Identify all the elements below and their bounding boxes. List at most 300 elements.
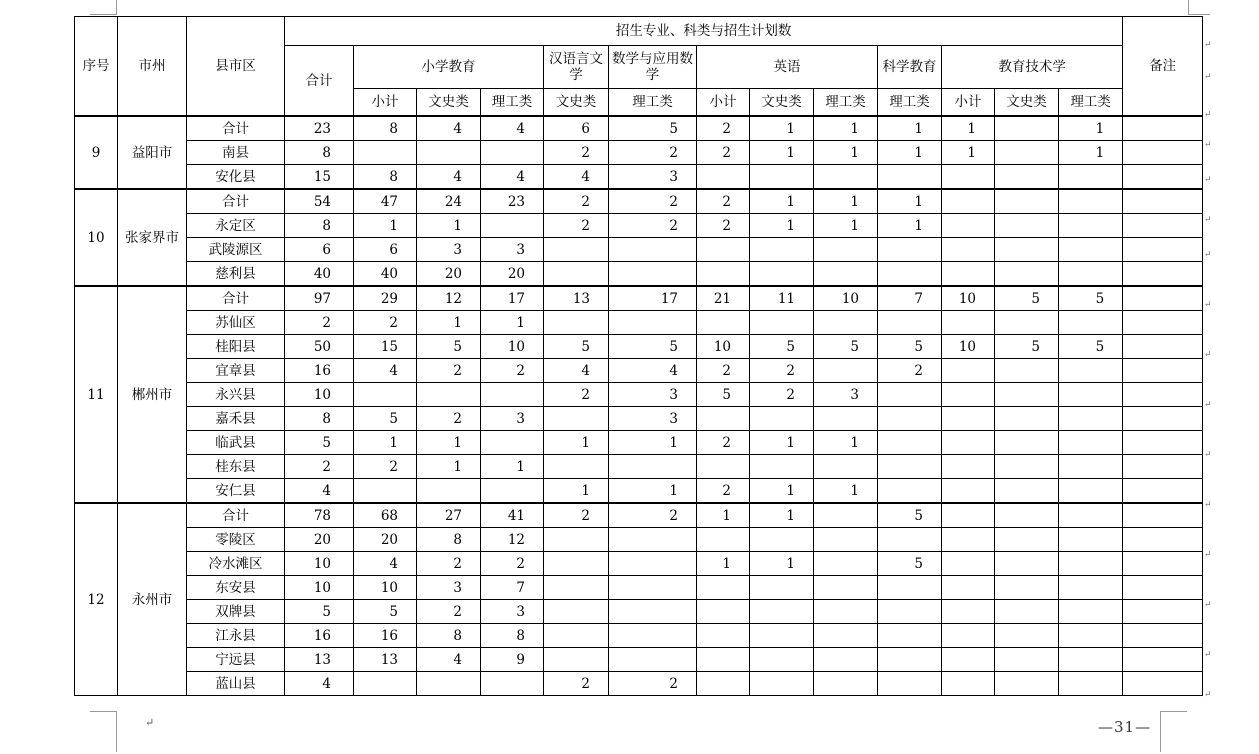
value-cell [609,528,697,552]
value-cell [750,672,814,696]
value-cell [942,528,995,552]
value-cell: 2 [417,359,481,383]
value-cell: 3 [417,238,481,262]
value-cell [995,407,1059,431]
header-city: 市州 [118,17,187,117]
value-cell [481,672,544,696]
value-cell [942,672,995,696]
value-cell: 47 [354,189,417,214]
value-cell [814,672,878,696]
header-note: 备注 [1123,17,1203,117]
value-cell: 2 [285,311,354,335]
note-cell [1123,552,1203,576]
value-cell: 17 [481,286,544,311]
crop-mark-bottom-right [1160,711,1187,752]
value-cell [878,262,942,287]
value-cell [544,528,609,552]
value-cell [544,600,609,624]
value-cell [995,359,1059,383]
note-cell [1123,431,1203,455]
value-cell: 10 [814,286,878,311]
county-cell: 慈利县 [187,262,285,287]
value-cell [750,165,814,190]
value-cell [942,311,995,335]
table-row [75,648,1203,672]
seq-cell: 12 [75,503,118,696]
value-cell: 2 [285,455,354,479]
value-cell [1059,600,1123,624]
county-cell: 嘉禾县 [187,407,285,431]
value-cell: 3 [609,165,697,190]
value-cell: 1 [878,214,942,238]
seq-cell: 9 [75,116,118,189]
note-cell [1123,455,1203,479]
value-cell [544,238,609,262]
value-cell [995,576,1059,600]
value-cell [942,624,995,648]
value-cell [354,383,417,407]
value-cell: 2 [609,503,697,528]
value-cell: 4 [481,116,544,141]
value-cell [697,238,750,262]
value-cell [814,600,878,624]
value-cell: 2 [750,359,814,383]
value-cell: 10 [354,576,417,600]
value-cell [750,407,814,431]
value-cell: 7 [481,576,544,600]
value-cell: 2 [878,359,942,383]
value-cell: 2 [609,141,697,165]
value-cell: 3 [481,238,544,262]
note-cell [1123,528,1203,552]
table-row [75,407,1203,431]
city-cell: 张家界市 [118,189,187,286]
value-cell: 1 [481,311,544,335]
value-cell: 4 [285,672,354,696]
value-cell [878,672,942,696]
value-cell [1059,262,1123,287]
value-cell: 20 [417,262,481,287]
value-cell: 1 [609,479,697,504]
value-cell: 5 [285,431,354,455]
header-edtech-sci: 理工类 [1059,89,1123,117]
value-cell [1059,503,1123,528]
header-primary-subtotal: 小计 [354,89,417,117]
paragraph-mark: ↵ [1204,550,1212,560]
header-total: 合计 [285,46,354,117]
value-cell: 1 [814,189,878,214]
value-cell: 1 [544,479,609,504]
value-cell: 41 [481,503,544,528]
note-cell [1123,600,1203,624]
value-cell: 9 [481,648,544,672]
value-cell: 1 [750,116,814,141]
value-cell: 5 [814,335,878,359]
note-cell [1123,479,1203,504]
value-cell: 23 [285,116,354,141]
county-cell: 武陵源区 [187,238,285,262]
value-cell: 2 [697,214,750,238]
county-cell: 宜章县 [187,359,285,383]
value-cell: 3 [814,383,878,407]
value-cell [942,214,995,238]
value-cell [995,165,1059,190]
header-science-sci: 理工类 [878,89,942,117]
value-cell [1059,189,1123,214]
value-cell: 2 [354,455,417,479]
value-cell [1059,455,1123,479]
value-cell [995,238,1059,262]
header-chinese-arts: 文史类 [544,89,609,117]
paragraph-mark: ↵ [1204,140,1212,150]
header-primary: 小学教育 [354,46,544,89]
value-cell [609,552,697,576]
seq-cell: 10 [75,189,118,286]
value-cell [942,238,995,262]
value-cell [354,479,417,504]
value-cell [878,165,942,190]
value-cell: 1 [814,431,878,455]
value-cell: 5 [878,552,942,576]
header-primary-sci: 理工类 [481,89,544,117]
paragraph-mark: ↵ [1204,175,1212,185]
value-cell: 20 [285,528,354,552]
value-cell [995,479,1059,504]
header-edtech-subtotal: 小计 [942,89,995,117]
value-cell [995,552,1059,576]
table-body [75,116,1203,696]
value-cell [609,576,697,600]
value-cell: 68 [354,503,417,528]
value-cell [942,552,995,576]
paragraph-mark: ↵ [1204,600,1212,610]
paragraph-mark: ↵ [145,716,155,729]
value-cell [544,576,609,600]
value-cell [697,262,750,287]
value-cell: 1 [942,116,995,141]
value-cell [1059,672,1123,696]
value-cell: 4 [285,479,354,504]
value-cell [942,479,995,504]
value-cell [544,311,609,335]
paragraph-mark: ↵ [1204,72,1212,82]
paragraph-mark: ↵ [1204,300,1212,310]
header-chinese: 汉语言文学 [544,46,609,89]
value-cell: 27 [417,503,481,528]
value-cell: 2 [697,116,750,141]
value-cell: 5 [878,503,942,528]
value-cell: 1 [878,189,942,214]
value-cell [995,311,1059,335]
note-cell [1123,165,1203,190]
value-cell: 1 [697,503,750,528]
table-row [75,528,1203,552]
county-cell: 蓝山县 [187,672,285,696]
county-cell: 临武县 [187,431,285,455]
header-english-subtotal: 小计 [697,89,750,117]
value-cell [544,455,609,479]
value-cell: 3 [481,407,544,431]
value-cell: 10 [285,552,354,576]
value-cell [481,479,544,504]
value-cell: 40 [354,262,417,287]
value-cell [697,600,750,624]
value-cell [417,141,481,165]
value-cell [814,528,878,552]
header-english-sci: 理工类 [814,89,878,117]
page-number: —31— [1098,718,1152,736]
county-cell: 东安县 [187,576,285,600]
value-cell [814,624,878,648]
value-cell: 5 [544,335,609,359]
value-cell [878,528,942,552]
county-cell: 合计 [187,116,285,141]
value-cell [1059,214,1123,238]
value-cell: 54 [285,189,354,214]
city-cell: 益阳市 [118,116,187,189]
value-cell: 3 [417,576,481,600]
note-cell [1123,648,1203,672]
value-cell: 2 [354,311,417,335]
value-cell [1059,407,1123,431]
value-cell: 1 [814,116,878,141]
crop-mark-top-left [90,0,117,15]
value-cell [697,407,750,431]
value-cell [878,238,942,262]
value-cell [354,672,417,696]
paragraph-mark: ↵ [1204,110,1212,120]
value-cell [1059,479,1123,504]
value-cell: 11 [750,286,814,311]
value-cell [878,479,942,504]
value-cell: 6 [285,238,354,262]
value-cell: 4 [417,648,481,672]
value-cell [750,262,814,287]
value-cell [697,455,750,479]
value-cell [750,455,814,479]
crop-mark-top-right-h [1188,14,1210,15]
value-cell: 2 [609,672,697,696]
note-cell [1123,262,1203,287]
value-cell: 2 [544,383,609,407]
county-cell: 合计 [187,503,285,528]
value-cell: 13 [544,286,609,311]
value-cell [1059,648,1123,672]
county-cell: 江永县 [187,624,285,648]
value-cell: 4 [417,116,481,141]
value-cell: 1 [878,116,942,141]
table-row [75,503,1203,528]
value-cell [878,576,942,600]
value-cell: 8 [354,165,417,190]
value-cell [942,262,995,287]
value-cell [750,600,814,624]
value-cell [995,672,1059,696]
value-cell [942,455,995,479]
county-cell: 安仁县 [187,479,285,504]
note-cell [1123,359,1203,383]
value-cell: 3 [609,383,697,407]
value-cell [814,503,878,528]
value-cell [814,648,878,672]
value-cell: 2 [697,359,750,383]
value-cell [942,383,995,407]
value-cell [544,648,609,672]
value-cell [1059,383,1123,407]
value-cell: 10 [285,383,354,407]
value-cell: 12 [481,528,544,552]
value-cell [878,407,942,431]
header-group: 招生专业、科类与招生计划数 [285,17,1123,46]
table-row [75,214,1203,238]
value-cell [995,262,1059,287]
value-cell: 1 [354,431,417,455]
value-cell [878,311,942,335]
value-cell: 1 [750,552,814,576]
value-cell [750,311,814,335]
value-cell [942,189,995,214]
value-cell: 1 [417,214,481,238]
value-cell: 5 [285,600,354,624]
paragraph-mark: ↵ [1204,350,1212,360]
note-cell [1123,576,1203,600]
value-cell: 8 [354,116,417,141]
value-cell [878,624,942,648]
crop-mark-top-right [1188,0,1189,14]
county-cell: 宁远县 [187,648,285,672]
value-cell: 1 [878,141,942,165]
county-cell: 双牌县 [187,600,285,624]
value-cell [814,165,878,190]
value-cell: 15 [285,165,354,190]
value-cell: 5 [1059,286,1123,311]
paragraph-mark: ↵ [1204,40,1212,50]
value-cell: 1 [609,431,697,455]
value-cell: 4 [544,359,609,383]
table-row [75,672,1203,696]
value-cell: 2 [697,431,750,455]
value-cell: 1 [814,141,878,165]
table-row [75,359,1203,383]
table-row [75,576,1203,600]
value-cell: 8 [285,214,354,238]
value-cell: 2 [697,141,750,165]
value-cell [942,407,995,431]
value-cell: 10 [697,335,750,359]
value-cell: 10 [481,335,544,359]
value-cell [1059,528,1123,552]
value-cell [995,214,1059,238]
value-cell [814,311,878,335]
value-cell [942,600,995,624]
value-cell: 2 [544,214,609,238]
value-cell [544,624,609,648]
value-cell: 5 [1059,335,1123,359]
value-cell: 2 [697,189,750,214]
value-cell: 1 [544,431,609,455]
value-cell [750,624,814,648]
value-cell: 1 [1059,116,1123,141]
crop-mark-bottom-left [90,711,117,752]
value-cell: 6 [354,238,417,262]
header-county: 县市区 [187,17,285,117]
value-cell: 8 [481,624,544,648]
county-cell: 南县 [187,141,285,165]
value-cell [750,648,814,672]
value-cell: 7 [878,286,942,311]
header-math: 数学与应用数学 [609,46,697,89]
value-cell [417,479,481,504]
value-cell: 20 [354,528,417,552]
value-cell [750,528,814,552]
table-row [75,552,1203,576]
value-cell [942,576,995,600]
value-cell: 6 [544,116,609,141]
value-cell: 15 [354,335,417,359]
value-cell [814,576,878,600]
value-cell: 29 [354,286,417,311]
table-row [75,335,1203,359]
value-cell: 78 [285,503,354,528]
note-cell [1123,383,1203,407]
value-cell: 10 [285,576,354,600]
value-cell [942,431,995,455]
value-cell: 1 [750,141,814,165]
paragraph-mark: ↵ [1204,690,1212,700]
table-row [75,116,1203,141]
value-cell [942,359,995,383]
table-row [75,165,1203,190]
value-cell: 16 [285,624,354,648]
value-cell [1059,552,1123,576]
paragraph-mark: ↵ [1204,215,1212,225]
value-cell: 5 [878,335,942,359]
value-cell [878,455,942,479]
table-header [75,17,1203,117]
value-cell [697,672,750,696]
paragraph-mark: ↵ [1204,450,1212,460]
value-cell: 4 [609,359,697,383]
county-cell: 零陵区 [187,528,285,552]
value-cell: 21 [697,286,750,311]
header-science: 科学教育 [878,46,942,89]
value-cell: 2 [544,503,609,528]
value-cell [481,214,544,238]
value-cell: 1 [417,431,481,455]
value-cell [995,189,1059,214]
value-cell [1059,311,1123,335]
county-cell: 永兴县 [187,383,285,407]
value-cell [544,552,609,576]
value-cell [1059,431,1123,455]
table-row [75,311,1203,335]
value-cell [995,624,1059,648]
value-cell [1059,624,1123,648]
note-cell [1123,672,1203,696]
value-cell: 4 [481,165,544,190]
value-cell [609,311,697,335]
value-cell [697,624,750,648]
table-row [75,479,1203,504]
value-cell: 1 [942,141,995,165]
value-cell [878,648,942,672]
value-cell: 4 [544,165,609,190]
value-cell: 5 [995,286,1059,311]
value-cell: 12 [417,286,481,311]
value-cell: 1 [814,479,878,504]
value-cell [697,311,750,335]
value-cell [814,359,878,383]
